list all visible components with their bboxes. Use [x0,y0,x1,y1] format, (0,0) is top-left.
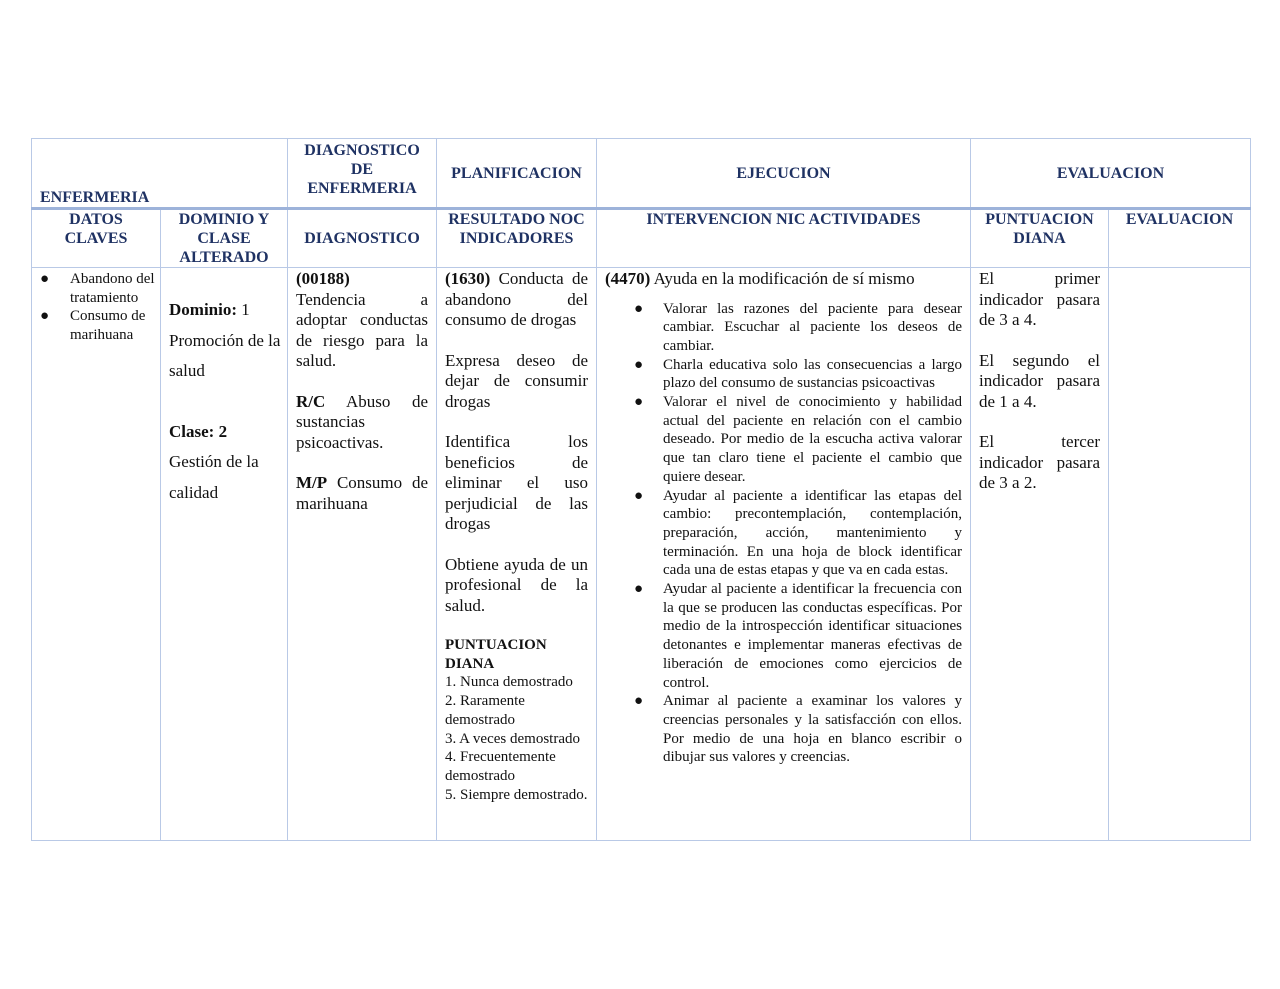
diagnostico-rc: R/C Abuso de sustancias psicoactivas. [296,391,428,452]
datos-claves-cell [32,268,161,841]
nic-activities-list [605,300,962,768]
noc-indicator: Obtiene ayuda de un profesional de la salud. [445,554,588,615]
dominio-cell [161,268,288,841]
list-item: ● Ayudar al paciente a identificar la frecuencia con la que se producen las conductas específicas. Por medio de la introspección identificar situaciones detonantes e implementar maneras efectivas de liberación de emociones como ejercicios de control. [634,581,962,691]
bullet-icon: ● [40,271,50,287]
diagnostico-content [288,268,436,514]
header-evaluacion-cell [971,139,1251,209]
header-diagnostico-cell [288,139,437,209]
subheader-intervencion-nic: INTERVENCION NIC ACTIVIDADES [646,211,921,228]
bullet-icon: ● [634,300,644,317]
puntuacion-diana-content [971,268,1108,494]
care-plan-table [31,138,1251,841]
dominio-line: Dominio: 1 [169,300,250,319]
noc-indicator: Expresa deseo de dejar de consumir drogas [445,350,588,411]
nic-title: (4470) Ayuda en la modificación de sí mismo [605,269,915,288]
list-item: ● Valorar las razones del paciente para desear cambiar. Escuchar al paciente los deseos de cambiar. [634,300,962,354]
bullet-icon: ● [40,308,50,324]
puntuacion-item: El segundo el indicador pasara de 1 a 4. [979,350,1100,411]
nic-cell [597,268,971,841]
subheader-puntuacion-diana: PUNTUACION DIANA [985,211,1094,247]
list-item: ● Animar al paciente a examinar los valores y creencias personales y la satisfacción con ellos. Por medio de una hoja en blanco escribir o dibujar sus valores y creencias. [634,693,962,766]
header-planificacion-cell [437,139,597,209]
header-row [32,139,1251,209]
content-row [32,268,1251,841]
noc-scale [445,636,588,804]
subheader-nic-cell [597,209,971,268]
header-ejecucion: EJECUCION [736,164,831,182]
clase-name: Gestión de la calidad [169,452,259,502]
list-item: 2. Raramente demostrado [445,693,525,728]
datos-claves-list [32,268,160,344]
subheader-datos-claves: DATOS CLAVES [64,211,128,247]
puntuacion-diana-cell [971,268,1109,841]
diagnostico-mp: M/P Consumo de marihuana [296,473,428,513]
evaluacion-cell [1109,268,1251,841]
bullet-icon: ● [634,487,644,504]
noc-title: (1630) Conducta de abandono del consumo de drogas [445,269,588,329]
list-item: ● Ayudar al paciente a identificar las etapas del cambio: precontemplación, contemplación, preparación, acción, mantenimiento y terminación. En una hoja de block identificar cada una de estas etapas y que va en cada estas. [634,487,962,579]
header-enfermeria: ENFERMERIA [40,189,150,206]
list-item: 3. A veces demostrado [445,730,580,747]
subheader-dominio-clase: DOMINIO Y CLASE ALTERADO [178,211,270,266]
subheader-dominio-cell [161,209,288,268]
bullet-icon: ● [634,356,644,373]
bullet-icon: ● [634,693,644,710]
subheader-row [32,209,1251,268]
list-item: 5. Siempre demostrado. [445,786,588,803]
list-item: ● Abandono del tratamiento [40,271,155,306]
dominio-content [161,268,287,508]
list-item: ● Charla educativa solo las consecuencias a largo plazo del consumo de sustancias psicoactivas [634,356,962,392]
subheader-evaluacion: EVALUACION [1125,211,1234,228]
noc-content [437,268,596,804]
header-enfermeria-cell [32,139,288,209]
subheader-datos-cell [32,209,161,268]
dominio-name: Promoción de la salud [169,330,281,380]
list-item: 4. Frecuentemente demostrado [445,749,556,784]
header-evaluacion: EVALUACION [1056,164,1165,182]
diagnostico-cell [288,268,437,841]
list-item: 1. Nunca demostrado [445,674,573,691]
header-diagnostico-enfermeria: DIAGNOSTICO DE ENFERMERIA [304,142,420,197]
nic-content [597,268,970,767]
diagnostico-text: Tendencia a adoptar conductas de riesgo para la salud. [296,289,428,370]
puntuacion-item: El tercer indicador pasara de 3 a 2. [979,432,1100,492]
noc-indicator: Identifica los beneficios de eliminar el uso perjudicial de las drogas [445,432,588,533]
subheader-noc-cell [437,209,597,268]
subheader-resultado-noc: RESULTADO NOC INDICADORES [448,211,585,247]
diagnostico-code: (00188) [296,269,350,288]
noc-cell [437,268,597,841]
clase-label: Clase: 2 [169,421,228,441]
subheader-evaluacion-cell [1109,209,1251,268]
list-item: ● Consumo de marihuana [40,308,146,343]
subheader-diagnostico-cell [288,209,437,268]
bullet-icon: ● [634,581,644,598]
subheader-puntuacion-cell [971,209,1109,268]
subheader-diagnostico: DIAGNOSTICO [304,230,420,247]
bullet-icon: ● [634,394,644,411]
puntuacion-item: El primer indicador pasara de 3 a 4. [979,269,1100,329]
header-planificacion: PLANIFICACION [451,164,582,182]
noc-scale-title: PUNTUACION DIANA [445,637,547,672]
list-item: ● Valorar el nivel de conocimiento y habilidad actual del paciente en relación con el cambio deseado. Por medio de la escucha activa valorar que tan claro tiene el paciente el cambio que quiere desear. [634,394,962,485]
header-ejecucion-cell [597,139,971,209]
